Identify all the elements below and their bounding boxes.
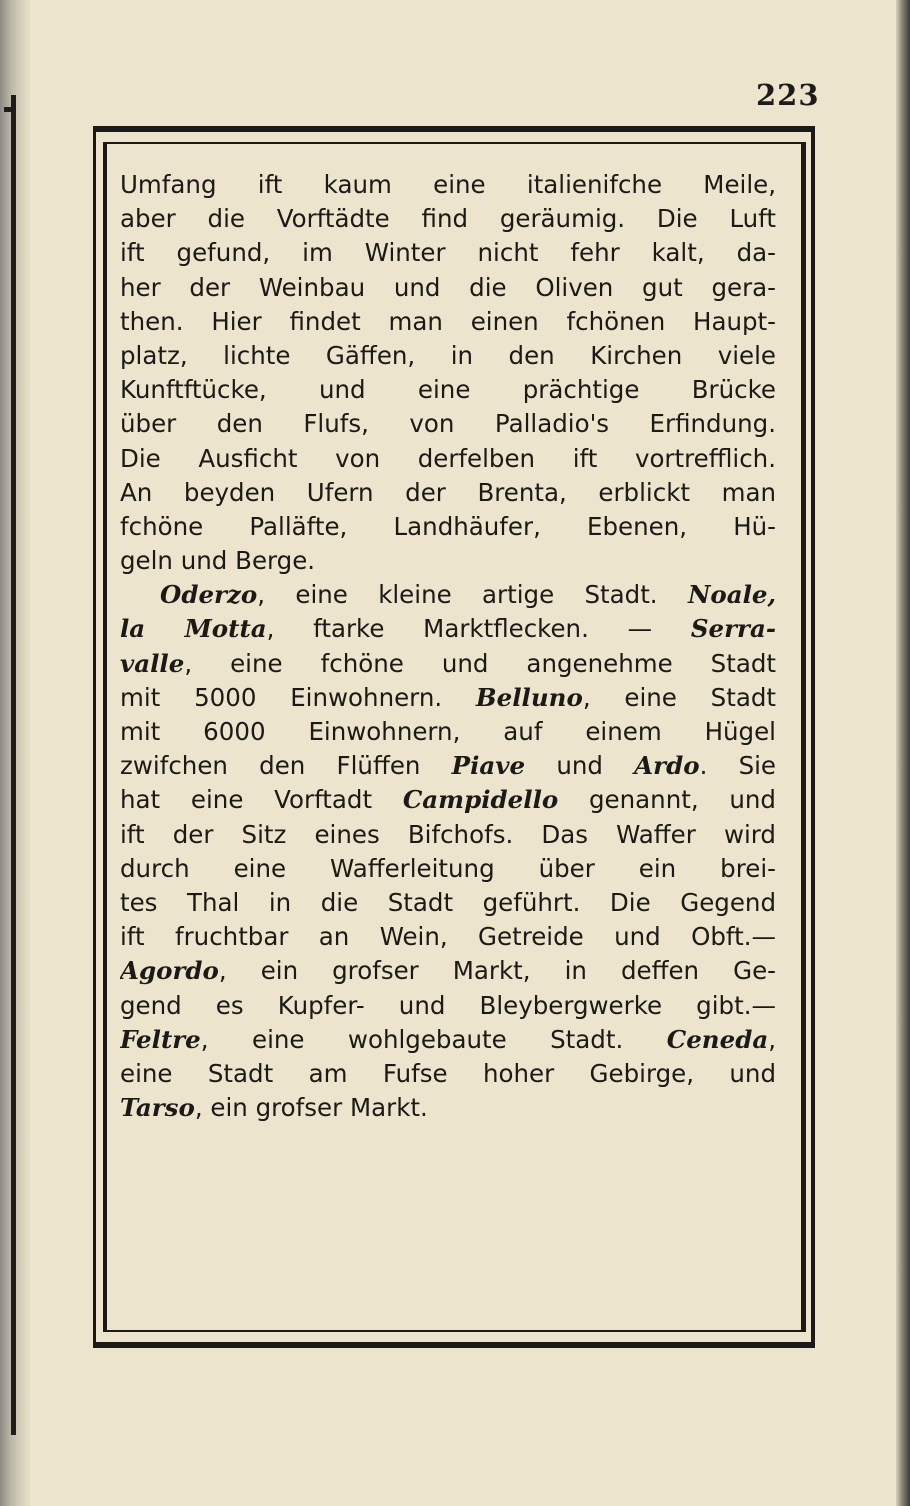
text-run: eine Stadt am Fufse hoher Gebirge, und (120, 1058, 776, 1088)
text-line (120, 1057, 776, 1091)
text-run: und (525, 751, 635, 781)
text-line: Kunftftücke, und eine prächtige Brücke (120, 375, 776, 405)
text-run: ift fruchtbar an Wein, Getreide und Obft.— (120, 922, 776, 952)
text-line (120, 818, 776, 852)
text-run: genannt, und (558, 785, 776, 815)
text-run: zwifchen den Flüffen (120, 751, 452, 781)
text-line (120, 578, 776, 612)
text-line (120, 886, 776, 920)
text-run: gend es Kupfer- und Bleybergwerke gibt.— (120, 990, 776, 1020)
italic-place-name: Noale, (687, 580, 776, 610)
text-line: platz, lichte Gäffen, in den Kirchen viele (120, 340, 776, 370)
text-line: fchöne Palläfte, Landhäufer, Ebenen, Hü- (120, 511, 776, 541)
text-run: hat eine Vorftadt (120, 785, 403, 815)
italic-place-name: Feltre (120, 1024, 201, 1054)
italic-place-name: Ardo (634, 751, 700, 781)
italic-place-name: Piave (451, 751, 526, 781)
italic-place-name: Ceneda (666, 1024, 769, 1054)
text-line (120, 715, 776, 749)
italic-place-name: Tarso (120, 1093, 195, 1123)
text-line (120, 954, 776, 988)
text-run: tes Thal in die Stadt geführt. Die Gegend (120, 887, 776, 917)
text-line (120, 612, 776, 646)
text-run: , (768, 1024, 776, 1054)
text-line: then. Hier findet man einen fchönen Haupt- (120, 306, 776, 336)
text-line: über den Flufs, von Palladio's Erfindung. (120, 409, 776, 439)
text-run: , ftarke Marktflecken. — (266, 614, 691, 644)
italic-place-name: Campidello (402, 785, 559, 815)
text-run: durch eine Wafferleitung über ein brei- (120, 853, 776, 883)
body-text (120, 168, 776, 1125)
italic-place-name: la Motta (120, 614, 267, 644)
italic-place-name: Belluno (475, 682, 583, 712)
text-line (120, 783, 776, 817)
text-run: , eine wohlgebaute Stadt. (200, 1024, 667, 1054)
text-line (120, 647, 776, 681)
text-run: , ein grofser Markt. (194, 1093, 428, 1123)
text-line (120, 749, 776, 783)
text-run: , eine fchöne und angenehme Stadt (184, 648, 776, 678)
text-run: , eine kleine artige Stadt. (257, 580, 688, 610)
text-run: , ein grofser Markt, in deffen Ge- (218, 956, 776, 986)
text-line (120, 681, 776, 715)
frame-corner-mark (4, 107, 16, 112)
text-line: Umfang ift kaum eine italienifche Meile, (120, 170, 776, 199)
text-run: mit 6000 Einwohnern, auf einem Hügel (120, 717, 776, 746)
text-run: ift der Sitz eines Bifchofs. Das Waffer wird (120, 819, 776, 849)
previous-page-frame-edge (0, 95, 16, 1435)
text-line: geln und Berge. (120, 546, 316, 576)
text-line: ift gefund, im Winter nicht fehr kalt, da- (120, 238, 776, 268)
page-number: 223 (756, 78, 820, 112)
text-line: An beyden Ufern der Brenta, erblickt man (120, 477, 776, 507)
text-line (120, 920, 776, 954)
text-run: . Sie (699, 751, 776, 781)
page-edge-shadow (896, 0, 910, 1506)
text-line: Die Ausficht von derfelben ift vortrefflich. (120, 443, 776, 473)
italic-place-name: Serra- (690, 614, 776, 644)
text-line: aber die Vorftädte find geräumig. Die Luft (120, 204, 776, 234)
text-run: mit 5000 Einwohnern. (120, 682, 476, 712)
italic-place-name: Oderzo (160, 580, 258, 610)
italic-place-name: Agordo (120, 956, 219, 986)
text-run: , eine Stadt (582, 682, 776, 712)
paragraph-2 (120, 578, 776, 1125)
text-line (120, 1091, 776, 1125)
italic-place-name: valle (120, 648, 185, 678)
text-line (120, 1023, 776, 1057)
text-line (120, 989, 776, 1023)
text-line (120, 852, 776, 886)
text-line: her der Weinbau und die Oliven gut gera- (120, 272, 776, 302)
